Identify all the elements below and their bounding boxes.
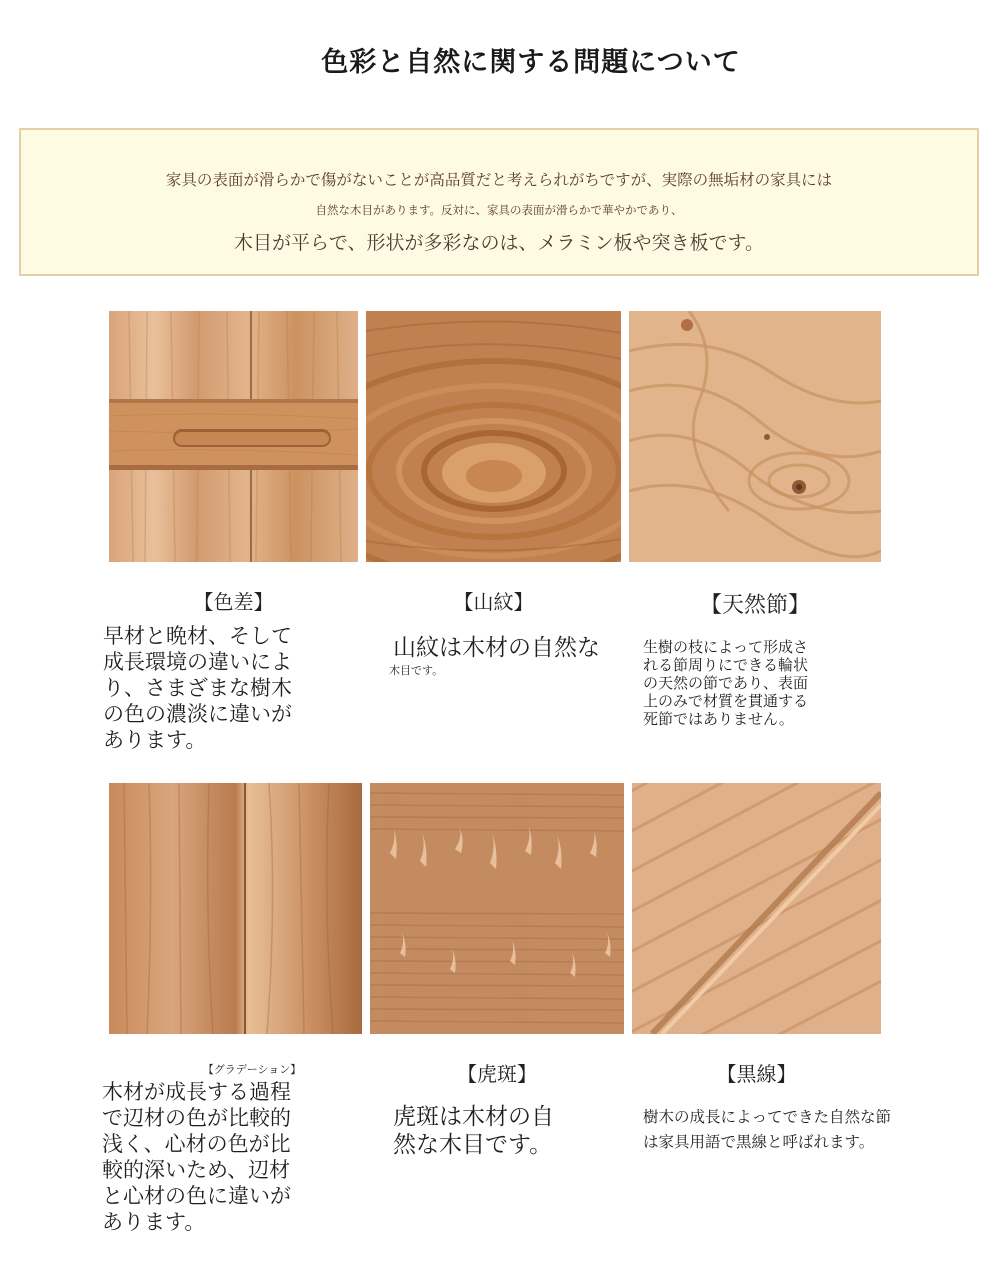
label-mountain-grain: 【山紋】 — [453, 590, 534, 614]
desc-mountain-grain-main: 山紋は木材の自然な — [393, 635, 600, 661]
page-title: 色彩と自然に関する問題について — [321, 47, 741, 78]
desc-natural-knot: 生樹の枝によって形成さ れる節周りにできる輪状 の天然の節であり、表面 上のみで材質を貫通する 死節ではありません。 — [643, 638, 809, 728]
desc-gradation: 木材が成長する過程 で辺材の色が比較的 浅く、心材の色が比 較的深いため、辺材 と心材の色に違いが あります。 — [102, 1080, 291, 1234]
intro-line-2: 自然な木目があります。反対に、家具の表面が滑らかで華やかであり、 — [315, 203, 683, 217]
intro-box — [19, 128, 979, 276]
label-black-line: 【黒線】 — [716, 1062, 797, 1086]
desc-color-difference: 早材と晩材、そして 成長環境の違いによ り、さまざまな樹木 の色の濃淡に違いが あります。 — [103, 624, 292, 752]
desc-tiger-stripe: 虎斑は木材の自 然な木目です。 — [393, 1104, 554, 1158]
label-natural-knot: 【天然節】 — [699, 593, 810, 618]
wood-photo-color-difference — [109, 311, 358, 562]
desc-black-line: 樹木の成長によってできた自然な節 は家具用語で黒線と呼ばれます。 — [643, 1108, 892, 1151]
label-color-difference: 【色差】 — [193, 590, 274, 614]
wood-photo-natural-knot — [629, 311, 881, 562]
wood-photo-tiger-stripe — [370, 783, 624, 1034]
wood-photo-gradation — [109, 783, 362, 1034]
intro-line-3: 木目が平らで、形状が多彩なのは、メラミン板や突き板です。 — [234, 232, 764, 254]
label-tiger-stripe: 【虎斑】 — [457, 1062, 537, 1086]
desc-mountain-grain-small: 木目です。 — [389, 664, 444, 677]
intro-line-1: 家具の表面が滑らかで傷がないことが高品質だと考えられがちですが、実際の無垢材の家具には — [165, 171, 833, 189]
label-gradation: 【グラデーション】 — [202, 1063, 302, 1076]
wood-photo-mountain-grain — [366, 311, 621, 562]
wood-photo-black-line — [632, 783, 881, 1034]
